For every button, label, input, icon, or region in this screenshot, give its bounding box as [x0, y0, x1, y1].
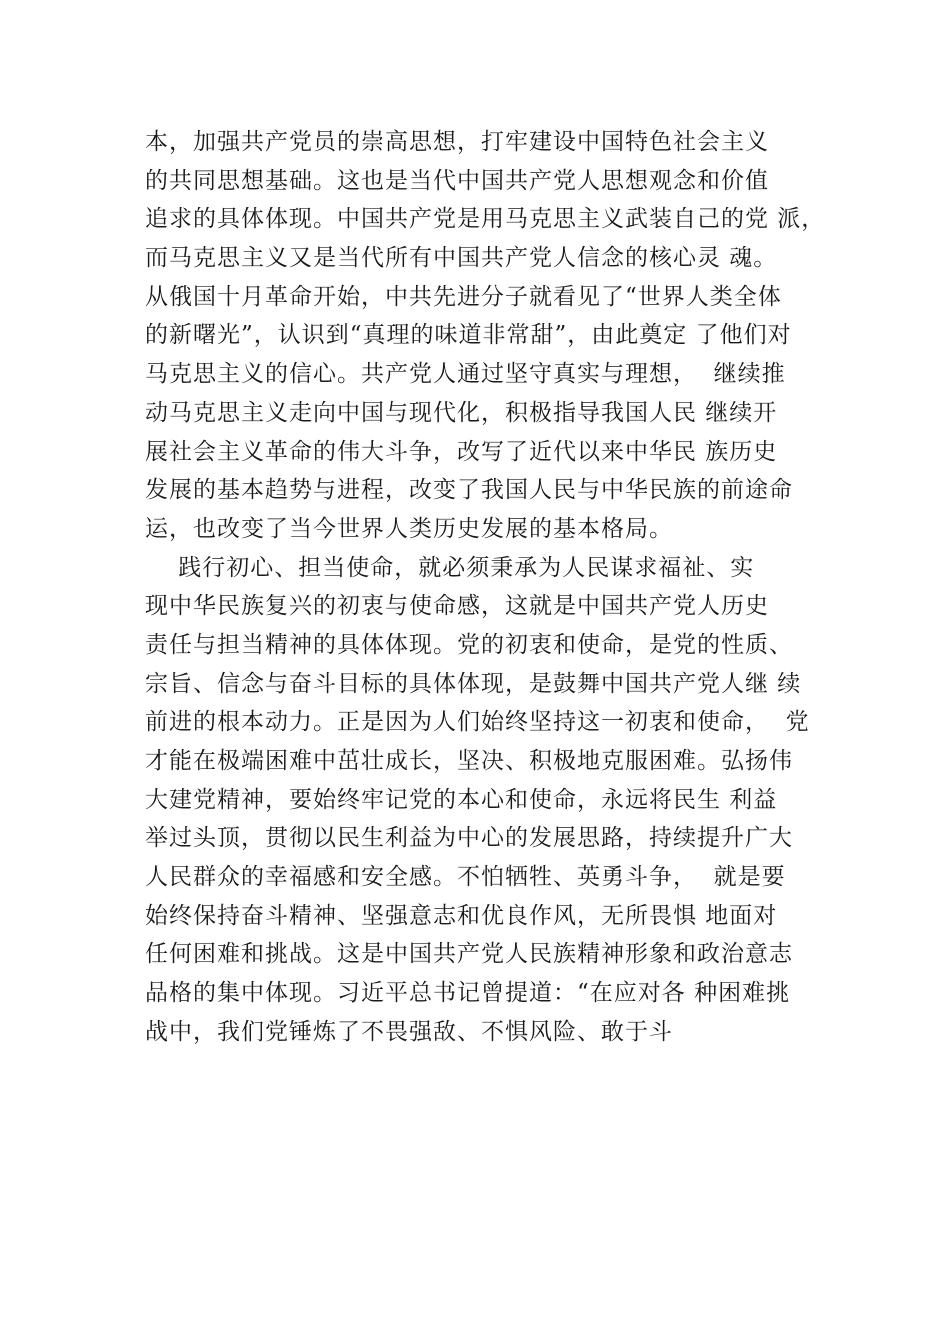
paragraph-start-line: 践行初心、担当使命，就必须秉承为人民谋求福祉、实 [145, 554, 755, 581]
text-line: 战中，我们党锤炼了不畏强敌、不惧风险、敢于斗 [145, 1018, 673, 1045]
text-line: 马克思主义的信心。共产党人通过坚守真实与理想， 继续推 [145, 361, 786, 388]
text-line: 责任与担当精神的具体体现。党的初衷和使命，是党的性质、 [145, 631, 793, 658]
text-line: 追求的具体体现。中国共产党是用马克思主义武装自己的党 派， [145, 206, 826, 233]
text-line: 宗旨、信念与奋斗目标的具体体现，是鼓舞中国共产党人继 续 [145, 670, 802, 697]
text-line: 而马克思主义又是当代所有中国共产党人信念的核心灵 魂。 [145, 245, 778, 272]
text-line: 品格的集中体现。习近平总书记曾提道：“在应对各 种困难挑 [145, 980, 791, 1007]
text-line: 大建党精神，要始终牢记党的本心和使命，永远将民生 利益 [145, 786, 778, 813]
text-line: 现中华民族复兴的初衷与使命感，这就是中国共产党人历史 [145, 593, 769, 620]
body-text [145, 123, 845, 1052]
text-line: 人民群众的幸福感和安全感。不怕牺牲、英勇斗争， 就是要 [145, 864, 786, 891]
text-line: 发展的基本趋势与进程，改变了我国人民与中华民族的前途命 [145, 477, 793, 504]
text-line: 始终保持奋斗精神、坚强意志和优良作风，无所畏惧 地面对 [145, 902, 778, 929]
text-line: 动马克思主义走向中国与现代化，积极指导我国人民 继续开 [145, 399, 778, 426]
text-line: 前进的根本动力。正是因为人们始终坚持这一初衷和使命， 党 [145, 709, 810, 736]
text-line: 才能在极端困难中茁壮成长，坚决、积极地克服困难。弘扬伟 [145, 748, 793, 774]
text-line: 任何困难和挑战。这是中国共产党人民族精神形象和政治意志 [145, 941, 793, 968]
text-line: 举过头顶，贯彻以民生利益为中心的发展思路，持续提升广大 [145, 825, 793, 852]
text-line: 的共同思想基础。这也是当代中国共产党人思想观念和价值 [145, 167, 769, 194]
text-line: 运，也改变了当今世界人类历史发展的基本格局。 [145, 515, 673, 542]
text-line: 的新曙光”，认识到“真理的味道非常甜”，由此奠定 了他们对 [145, 322, 792, 349]
text-line: 展社会主义革命的伟大斗争，改写了近代以来中华民 族历史 [145, 438, 778, 465]
text-line: 本，加强共产党员的崇高思想，打牢建设中国特色社会主义 [145, 129, 769, 155]
text-line: 从俄国十月革命开始，中共先进分子就看见了“世界人类全体 [145, 283, 782, 310]
